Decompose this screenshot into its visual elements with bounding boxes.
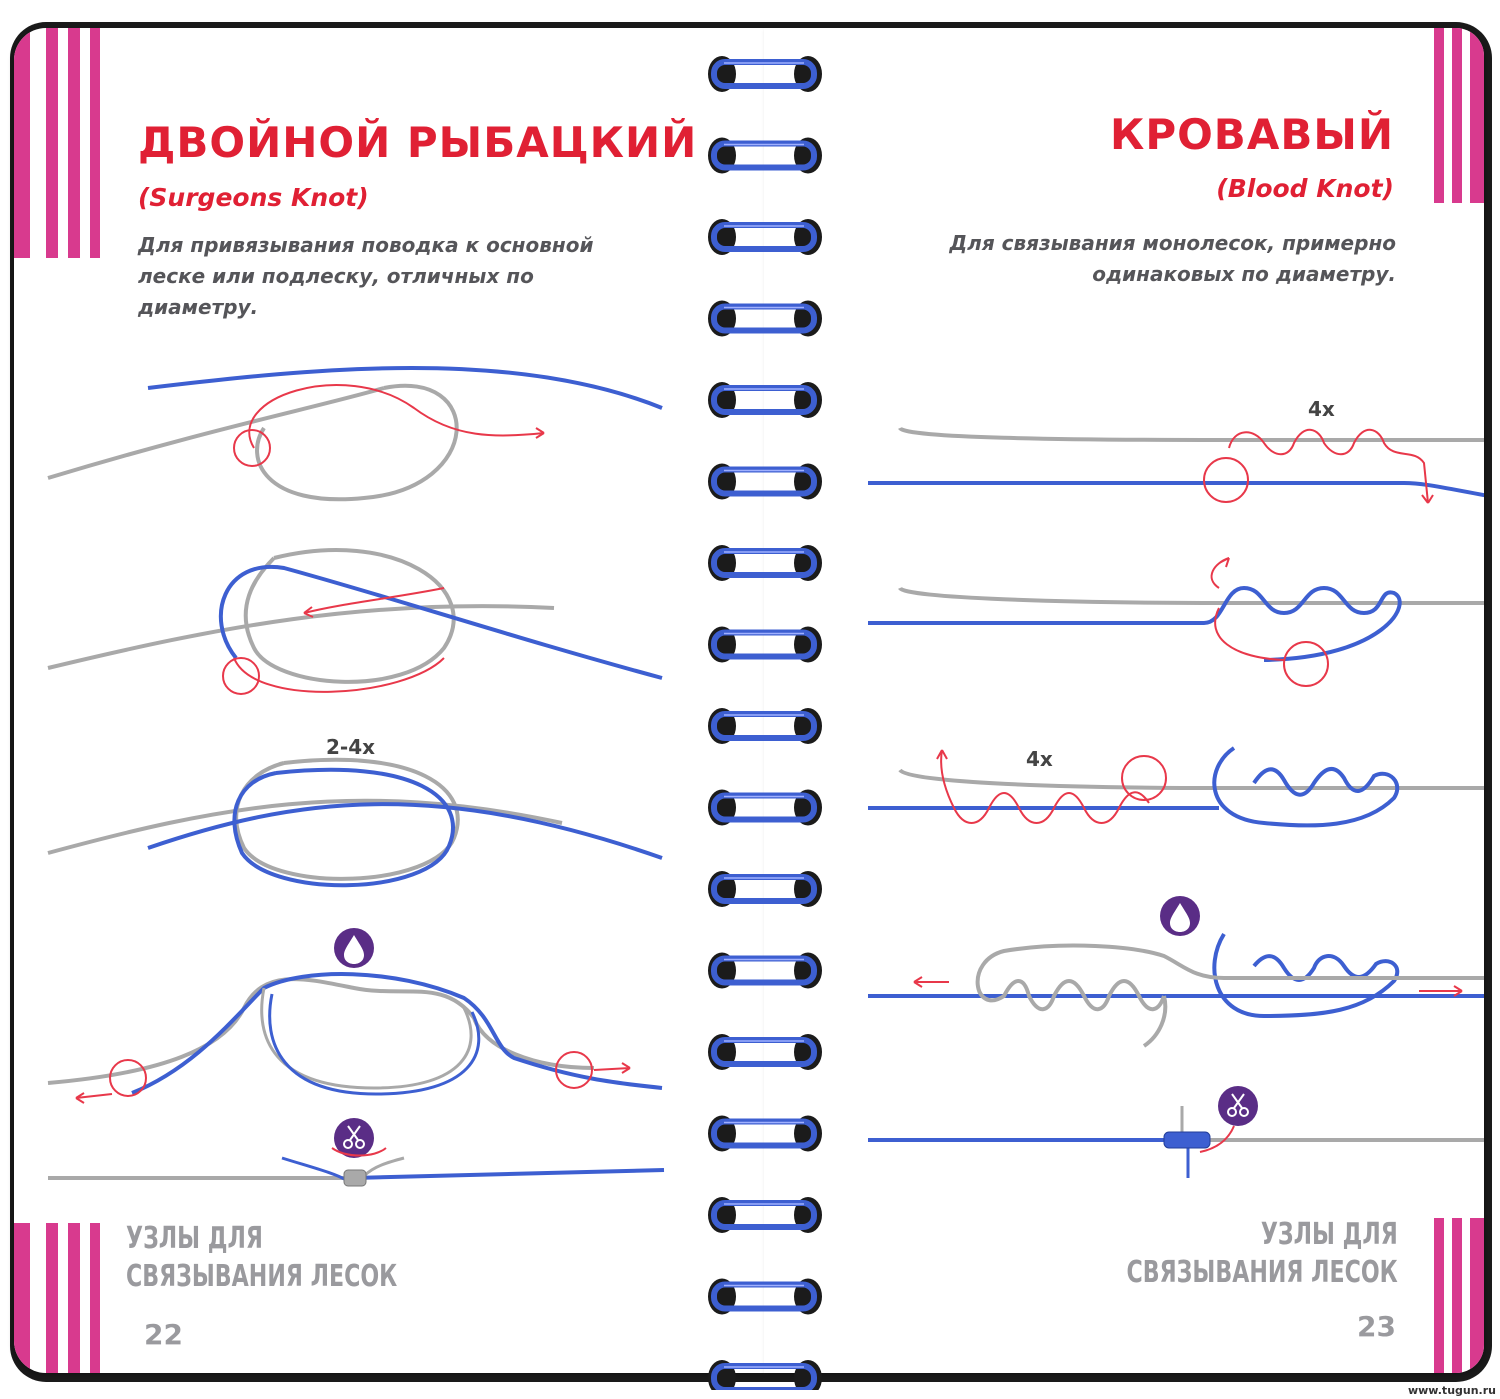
knot-description [949,228,1396,290]
left-bottom-stripes [14,1223,104,1373]
step-2-diagram [14,528,764,698]
description-line: Для связывания монолесок, примерно [949,231,1396,255]
spiral-ring [708,138,822,174]
page-title: ДВОЙНОЙ РЫБАЦКИЙ [138,118,698,167]
step-3-diagram [14,718,764,898]
spiral-ring [708,1279,822,1315]
section-footer [126,1220,397,1296]
spiral-ring [708,464,822,500]
right-page [764,28,1484,1373]
spiral-ring [708,382,822,418]
knot-description [138,230,593,323]
page-subtitle: (Blood Knot) [1216,174,1394,203]
description-line: одинаковых по диаметру. [1092,262,1396,286]
right-top-stripes [1434,28,1484,203]
spiral-ring [708,545,822,581]
section-footer [1127,1216,1398,1292]
page-number: 23 [1357,1310,1396,1343]
turns-label: 4x [1308,397,1335,421]
spiral-ring [708,1034,822,1070]
step-5-diagram [764,1078,1484,1188]
footer-line: СВЯЗЫВАНИЯ ЛЕСОК [126,1259,398,1294]
step-3-diagram [764,728,1484,848]
water-drop-icon [334,928,374,968]
spiral-ring [708,219,822,255]
spiral-ring [708,1116,822,1152]
turns-label: 4x [1026,747,1053,771]
scissors-icon [1218,1086,1258,1126]
spiral-ring [708,708,822,744]
spiral-binding [700,40,830,1390]
water-drop-icon [1160,896,1200,936]
spiral-ring [708,1360,822,1390]
step-4-diagram [764,886,1484,1026]
left-top-stripes [14,28,104,258]
spiral-ring [708,56,822,92]
spiral-ring [708,627,822,663]
footer-line: УЗЛЫ ДЛЯ [126,1221,263,1256]
watermark: www.tugun.ru [1407,1384,1496,1397]
left-page [14,28,764,1373]
turns-label: 2-4x [326,735,376,759]
spiral-ring [708,871,822,907]
step-1-diagram [764,388,1484,518]
description-line: леске или подлеску, отличных по [138,264,534,288]
spiral-ring [708,790,822,826]
step-5-diagram [14,1118,764,1198]
step-4-diagram [14,908,764,1108]
spiral-ring [708,953,822,989]
spiral-ring [708,301,822,337]
step-1-diagram [14,348,764,508]
page-number: 22 [144,1318,183,1351]
right-bottom-stripes [1434,1218,1484,1373]
spiral-ring [708,1197,822,1233]
footer-line: СВЯЗЫВАНИЯ ЛЕСОК [1126,1255,1398,1290]
step-2-diagram [764,548,1484,698]
footer-line: УЗЛЫ ДЛЯ [1261,1217,1398,1252]
description-line: Для привязывания поводка к основной [138,233,594,257]
page-title: КРОВАВЫЙ [1109,110,1394,159]
description-line: диаметру. [138,295,259,319]
page-subtitle: (Surgeons Knot) [138,183,369,212]
